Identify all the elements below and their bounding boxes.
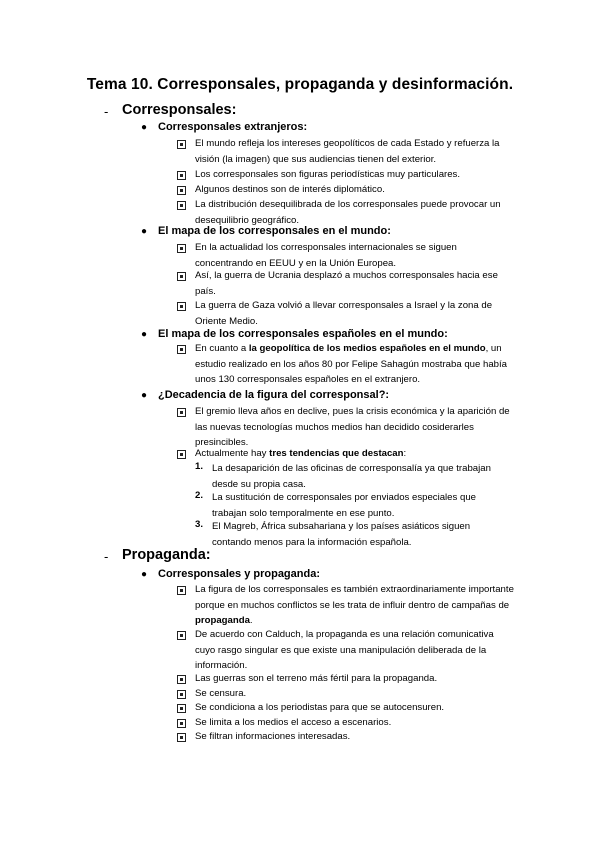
item-text-post: : — [403, 448, 407, 459]
item-number: 2. — [195, 490, 204, 501]
checkbox-bullet-icon — [177, 631, 186, 640]
item-text: Algunos destinos son de interés diplomático. — [195, 184, 385, 195]
item-text: Se condiciona a los periodistas para que se autocensuren. — [195, 702, 445, 713]
item-text: Se filtran informaciones interesadas. — [195, 731, 351, 742]
item-text: El Magreb, África subsahariana y los países asiáticos siguen contando menos para la información española. — [212, 521, 471, 548]
checkbox-bullet-icon — [177, 586, 186, 595]
item-text — [195, 341, 515, 388]
dash-marker: - — [104, 549, 109, 564]
item-text-bold: propaganda — [195, 615, 250, 626]
item-text: Así, la guerra de Ucrania desplazó a muchos corresponsales hacia ese país. — [195, 270, 498, 297]
checkbox-bullet-icon — [177, 140, 186, 149]
item-text: La distribución desequilibrada de los corresponsales puede provocar un desequilibrio geográfico. — [195, 199, 501, 226]
item-text — [195, 446, 515, 462]
checkbox-bullet-icon — [177, 302, 186, 311]
checkbox-bullet-icon — [177, 345, 186, 354]
bullet-icon: ● — [141, 329, 148, 340]
section-title: Corresponsales: — [122, 102, 237, 118]
item-text: La guerra de Gaza volvió a llevar corresponsales a Israel y la zona de Oriente Medio. — [195, 300, 493, 327]
item-text: Las guerras son el terreno más fértil para la propaganda. — [195, 673, 438, 684]
item-text: Se censura. — [195, 688, 247, 699]
item-text-pre: Actualmente hay — [195, 448, 270, 459]
item-text: La sustitución de corresponsales por enviados especiales que trabajan solo temporalmente en ese punto. — [212, 492, 476, 519]
item-text: La desaparición de las oficinas de corresponsalía ya que trabajan desde su propia casa. — [212, 463, 491, 490]
item-text-pre: En cuanto a — [195, 343, 249, 354]
checkbox-bullet-icon — [177, 201, 186, 210]
checkbox-bullet-icon — [177, 675, 186, 684]
checkbox-bullet-icon — [177, 272, 186, 281]
subsection-title: Corresponsales y propaganda: — [158, 568, 320, 580]
checkbox-bullet-icon — [177, 450, 186, 459]
item-text: En la actualidad los corresponsales internacionales se siguen concentrando en EEUU y en la Unión Europea. — [195, 242, 457, 269]
checkbox-bullet-icon — [177, 244, 186, 253]
item-text: El mundo refleja los intereses geopolíticos de cada Estado y refuerza la visión (la imagen) que sus audiencias tienen del exterior. — [195, 138, 500, 165]
item-text: Los corresponsales son figuras periodísticas muy particulares. — [195, 169, 461, 180]
item-text-post: , un estudio realizado en los años 80 por Felipe Sahagún mostraba que había unos 130 corresponsales españoles en el extranjero. — [195, 343, 508, 385]
checkbox-bullet-icon — [177, 186, 186, 195]
bullet-icon: ● — [141, 569, 148, 580]
document-title: Tema 10. Corresponsales, propaganda y desinformación. — [86, 76, 514, 93]
checkbox-bullet-icon — [177, 408, 186, 417]
checkbox-bullet-icon — [177, 733, 186, 742]
item-text-post: . — [249, 615, 253, 626]
item-text — [195, 582, 515, 629]
dash-marker: - — [104, 104, 109, 119]
item-text-pre: La figura de los corresponsales es también extraordinariamente importante porque en muchos conflictos se les trata de influir dentro de campañas de — [195, 584, 514, 611]
subsection-title: El mapa de los corresponsales en el mundo: — [158, 225, 391, 237]
item-text-bold: tres tendencias que destacan — [269, 448, 404, 459]
item-number: 3. — [195, 519, 204, 530]
item-number: 1. — [195, 461, 204, 472]
bullet-icon: ● — [141, 390, 148, 401]
item-text: Se limita a los medios el acceso a escenarios. — [195, 717, 392, 728]
subsection-title: ¿Decadencia de la figura del corresponsal?: — [158, 389, 390, 401]
checkbox-bullet-icon — [177, 704, 186, 713]
subsection-title: El mapa de los corresponsales españoles en el mundo: — [158, 328, 448, 340]
bullet-icon: ● — [141, 122, 148, 133]
item-text: De acuerdo con Calduch, la propaganda es una relación comunicativa cuyo rasgo singular es que existe una manipulación deliberada de la información. — [195, 629, 494, 671]
subsection-title: Corresponsales extranjeros: — [158, 121, 308, 133]
section-title: Propaganda: — [122, 547, 211, 563]
item-text-bold: la geopolítica de los medios españoles en el mundo — [248, 343, 486, 354]
item-text: El gremio lleva años en declive, pues la crisis económica y la aparición de las nuevas tecnologías muchos medios han decidido cosiderarles presincibles. — [195, 406, 510, 448]
checkbox-bullet-icon — [177, 719, 186, 728]
checkbox-bullet-icon — [177, 690, 186, 699]
checkbox-bullet-icon — [177, 171, 186, 180]
bullet-icon: ● — [141, 226, 148, 237]
